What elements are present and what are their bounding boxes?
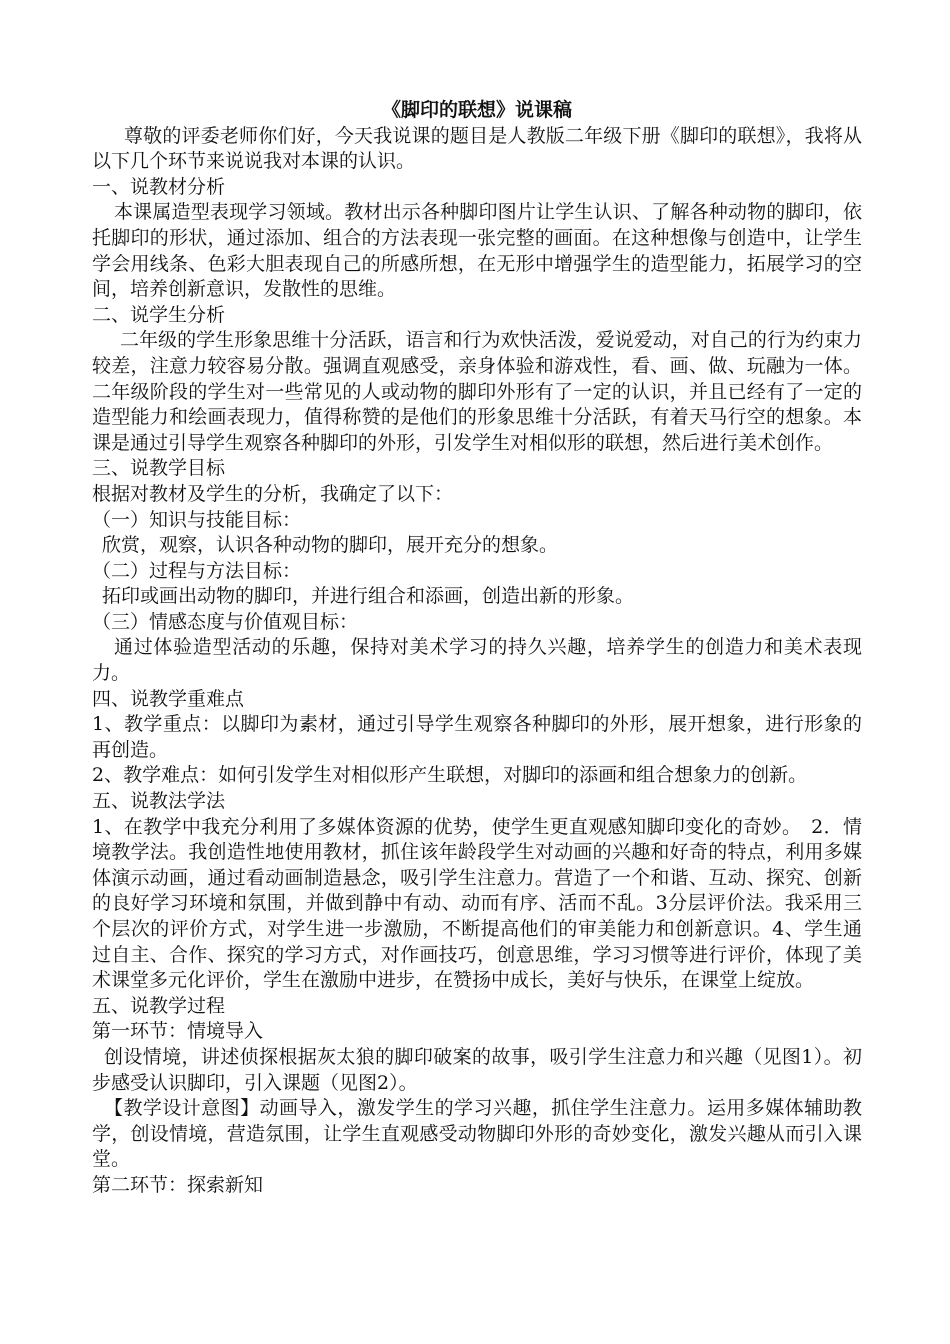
section-heading-key-points: 四、说教学重难点 xyxy=(92,687,245,710)
section-heading-students: 二、说学生分析 xyxy=(92,303,226,326)
step1-body: 创设情境，讲述侦探根据灰太狼的脚印破案的故事，吸引学生注意力和兴趣（见图1）。初步感受认识脚印，引入课题（见图2）。 xyxy=(92,1045,862,1094)
section-heading-process: 五、说教学过程 xyxy=(92,994,226,1017)
section-heading-textbook: 一、说教材分析 xyxy=(92,175,226,198)
section-heading-goals: 三、说教学目标 xyxy=(92,457,226,480)
goal-knowledge-heading: （一）知识与技能目标： xyxy=(92,508,302,531)
goal-process-heading: （二）过程与方法目标： xyxy=(92,559,302,582)
goal-attitude-body: 通过体验造型活动的乐趣，保持对美术学习的持久兴趣，培养学生的创造力和美术表现力。 xyxy=(92,636,862,685)
goal-knowledge-body: 欣赏，观察，认识各种动物的脚印，展开充分的想象。 xyxy=(102,534,559,557)
goal-process-body: 拓印或画出动物的脚印，并进行组合和添画，创造出新的形象。 xyxy=(102,585,635,608)
student-analysis-paragraph: 二年级的学生形象思维十分活跃，语言和行为欢快活泼，爱说爱动，对自己的行为约束力较差，注意力较容易分散。强调直观感受，亲身体验和游戏性，看、画、做、玩融为一体。二年级阶段的学生对一些常见的人或动物的脚印外形有了一定的认识，并且已经有了一定的造型能力和绘画表现力，值得称赞的是他们的形象思维十分活跃，有着天马行空的想象。本课是通过引导学生观察各种脚印的外形，引发学生对相似形的联想，然后进行美术创作。 xyxy=(92,329,862,454)
intro-paragraph: 尊敬的评委老师你们好，今天我说课的题目是人教版二年级下册《脚印的联想》，我将从以下几个环节来说说我对本课的认识。 xyxy=(92,124,862,173)
key-point-paragraph: 1、教学重点：以脚印为素材，通过引导学生观察各种脚印的外形，展开想象，进行形象的再创造。 xyxy=(92,713,862,761)
step1-heading: 第一环节：情境导入 xyxy=(92,1020,264,1043)
section-heading-methods: 五、说教法学法 xyxy=(92,790,226,813)
textbook-analysis-paragraph: 本课属造型表现学习领域。教材出示各种脚印图片让学生认识、了解各种动物的脚印，依托脚印的形状，通过添加、组合的方法表现一张完整的画面。在这种想像与创造中，让学生学会用线条、色彩大胆表现自己的所感所想，在无形中增强学生的造型能力，拓展学习的空间，培养创新意识，发散性的思维。 xyxy=(92,201,862,301)
step2-heading: 第二环节：探索新知 xyxy=(92,1173,264,1196)
document-page xyxy=(92,98,862,1199)
document-title: 《脚印的联想》说课稿 xyxy=(381,99,572,121)
goal-attitude-heading: （三）情感态度与价值观目标： xyxy=(92,610,359,633)
difficult-point-paragraph: 2、教学难点：如何引发学生对相似形产生联想，对脚印的添画和组合想象力的创新。 xyxy=(92,764,808,787)
methods-paragraph: 1、在教学中我充分利用了多媒体资源的优势，使学生更直观感知脚印变化的奇妙。 2．情境教学法。我创造性地使用教材，抓住该年龄段学生对动画的兴趣和好奇的特点，利用多媒体演示动画，通过看动画制造悬念，吸引学生注意力。营造了一个和谐、互动、探究、创新的良好学习环境和氛围，并做到静中有动、动而有序、活而不乱。3分层评价法。我采用三个层次的评价方式，对学生进一步激励，不断提高他们的审美能力和创新意识。4、学生通过自主、合作、探究的学习方式，对作画技巧，创意思维，学习习惯等进行评价，体现了美术课堂多元化评价，学生在激励中进步，在赞扬中成长，美好与快乐，在课堂上绽放。 xyxy=(92,815,862,992)
step1-intent: 【教学设计意图】动画导入，激发学生的学习兴趣，抓住学生注意力。运用多媒体辅助教学，创设情境，营造氛围，让学生直观感受动物脚印外形的奇妙变化，激发兴趣从而引入课堂。 xyxy=(92,1097,862,1171)
goals-lead-paragraph: 根据对教材及学生的分析，我确定了以下： xyxy=(92,482,454,505)
